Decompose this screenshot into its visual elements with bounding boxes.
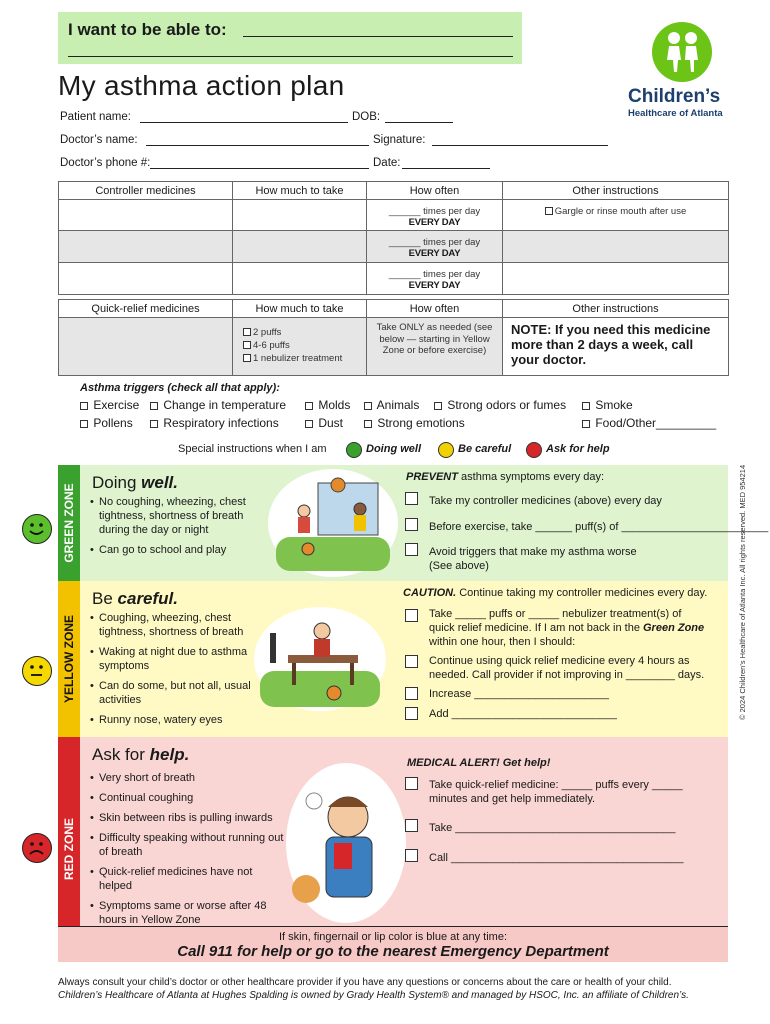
red-item-2: Take ____________________________________	[429, 822, 676, 834]
item-text: Take quick-relief medicine:	[429, 779, 559, 791]
yellow-zone-label: YELLOW ZONE	[62, 615, 76, 703]
goal-box	[58, 12, 522, 64]
how-often-cell: ______ times per day EVERY DAY	[367, 263, 503, 295]
trigger-exercise[interactable]	[80, 398, 139, 412]
every-day: EVERY DAY	[408, 280, 461, 291]
controller-header: Controller medicines	[59, 182, 233, 200]
yellow-checkbox-4[interactable]	[405, 707, 418, 720]
quick-med-cell[interactable]	[59, 318, 233, 376]
times-per-day: times per day	[423, 206, 481, 217]
signature-label: Signature:	[373, 134, 426, 146]
checkbox-icon[interactable]	[80, 402, 88, 410]
item-text: Avoid triggers that make my asthma worse	[429, 546, 637, 558]
kids-playing-illustration	[268, 469, 398, 577]
quick-how-often-text: Take ONLY as needed (see below — starting in Yellow Zone or before exercise)	[376, 322, 493, 356]
item-text: Continue using quick relief medicine every 4 hours as	[429, 655, 690, 667]
copyright-vertical: © 2024 Children’s Healthcare of Atlanta Inc. All rights reserved. MED 954214	[738, 464, 747, 720]
date-field[interactable]	[402, 168, 490, 169]
yellow-bullets	[90, 611, 260, 733]
sad-face-icon	[22, 833, 52, 863]
checkbox-icon[interactable]	[80, 420, 88, 428]
asthma-triggers	[58, 376, 728, 436]
caution-rest: Continue taking my controller medicines every day.	[459, 587, 708, 599]
item-text: nebulizer treatment(s) of	[562, 608, 682, 620]
trigger-smoke[interactable]	[582, 398, 633, 412]
child-on-bench-illustration	[254, 607, 386, 711]
checkbox-icon[interactable]	[434, 402, 442, 410]
checkbox-icon[interactable]	[305, 402, 313, 410]
prevent-heading	[406, 471, 604, 483]
checkbox-icon[interactable]	[305, 420, 313, 428]
goal-line-1[interactable]	[243, 36, 513, 37]
quick-amount-cell	[233, 318, 367, 376]
trigger-molds[interactable]	[305, 398, 350, 412]
green-checkbox-2[interactable]	[405, 518, 418, 531]
red-item-1: Take quick-relief medicine: _____ puffs every _____ minutes and get help immediately.	[429, 779, 683, 805]
checkbox-icon[interactable]	[582, 420, 590, 428]
yellow-item-1: Take _____ puffs or _____ nebulizer treatment(s) of quick relief medicine. If I am not back in the Green Zone within one hour, then I should:	[429, 608, 705, 648]
logo-name: Children’s	[628, 86, 721, 107]
other-instructions-header: Other instructions	[503, 300, 729, 318]
how-much-header: How much to take	[233, 182, 367, 200]
green-zone-title	[92, 473, 178, 493]
other-instr-cell[interactable]	[503, 263, 729, 295]
doing-well-legend: Doing well	[366, 443, 421, 455]
controller-amount-cell[interactable]	[233, 263, 367, 295]
quick-relief-header: Quick-relief medicines	[59, 300, 233, 318]
green-zone	[58, 465, 769, 581]
prevent-em: PREVENT	[406, 471, 458, 483]
table-row	[59, 318, 729, 376]
bullet: • Difficulty speaking without running out of breath	[90, 831, 285, 859]
trigger-label: Animals	[376, 398, 420, 412]
trigger-label: Smoke	[595, 398, 633, 412]
item-text: Before exercise, take	[429, 521, 533, 533]
quick-relief-table	[58, 299, 729, 376]
controller-medicines-table	[58, 181, 729, 295]
medical-alert-heading: MEDICAL ALERT! Get help!	[407, 757, 551, 769]
title-em: careful.	[117, 589, 179, 608]
emergency-condition: If skin, fingernail or lip color is blue at any time:	[278, 931, 508, 943]
doctors-name-field[interactable]	[146, 145, 369, 146]
item-text: puffs or	[488, 608, 526, 620]
patient-name-label: Patient name:	[60, 111, 131, 123]
trigger-label: Strong odors or fumes	[447, 398, 567, 412]
other-instructions-header: Other instructions	[503, 182, 729, 200]
goal-label: I want to be able to:	[68, 20, 227, 39]
yellow-dot-icon	[438, 442, 454, 458]
checkbox-icon[interactable]	[243, 328, 251, 336]
yellow-item-4: Add ___________________________	[429, 708, 617, 720]
child-distress-illustration	[286, 763, 406, 923]
checkbox-icon[interactable]	[243, 354, 251, 362]
doctors-name-label: Doctor’s name:	[60, 134, 138, 146]
checkbox-icon[interactable]	[364, 402, 372, 410]
bullet: • No coughing, wheezing, chest tightness, shortness of breath during the day or night	[90, 495, 260, 537]
item-text: minutes and get help immediately.	[429, 793, 596, 805]
title-pre: Be	[92, 589, 113, 608]
table-row	[59, 263, 729, 295]
item-text: Take	[429, 608, 453, 620]
amount-4-6-puffs: 4-6 puffs	[253, 340, 290, 351]
controller-med-cell[interactable]	[59, 263, 233, 295]
logo-subtitle: Healthcare of Atlanta	[628, 108, 723, 119]
controller-amount-cell[interactable]	[233, 200, 367, 231]
trigger-label: Strong emotions	[377, 416, 465, 430]
green-bullets	[90, 495, 260, 563]
controller-amount-cell[interactable]	[233, 231, 367, 263]
bullet: • Continual coughing	[90, 791, 285, 805]
item-text: days.	[677, 669, 705, 681]
triggers-heading: Asthma triggers (check all that apply):	[80, 382, 280, 394]
trigger-label: Change in temperature	[163, 398, 287, 412]
red-checkbox-2[interactable]	[405, 819, 418, 832]
trigger-food-other[interactable]: Food/Other_________	[582, 416, 716, 430]
title-em: help.	[149, 745, 190, 764]
red-bullets	[90, 771, 285, 933]
red-item-3: Call ______________________________________	[429, 852, 684, 864]
emergency-action: Call 911 for help or go to the nearest Emergency Department	[177, 943, 609, 960]
checkbox-icon[interactable]	[545, 207, 553, 215]
every-day: EVERY DAY	[408, 248, 461, 259]
date-label: Date:	[373, 157, 401, 169]
trigger-label: Pollens	[93, 416, 133, 430]
controller-med-cell[interactable]	[59, 231, 233, 263]
doctors-phone-field[interactable]	[150, 168, 369, 169]
bullet: • Waking at night due to asthma symptoms	[90, 645, 260, 673]
table-row	[59, 200, 729, 231]
item-text: (See above)	[429, 560, 489, 572]
checkbox-icon[interactable]	[582, 402, 590, 410]
how-often-header: How often	[367, 300, 503, 318]
trigger-label: Respiratory infections	[163, 416, 279, 430]
bullet: • Symptoms same or worse after 48 hours in Yellow Zone	[90, 899, 285, 927]
item-text: Green Zone	[643, 622, 705, 634]
title-em: well.	[141, 473, 179, 492]
green-item-3	[429, 545, 637, 573]
yellow-item-3: Increase ______________________	[429, 688, 609, 700]
item-text: within one hour, then I should:	[429, 636, 576, 648]
footer	[58, 976, 689, 1002]
trigger-pollens[interactable]	[80, 416, 133, 430]
controller-med-cell[interactable]	[59, 200, 233, 231]
patient-name-field[interactable]	[140, 122, 348, 123]
gargle-text: Gargle or rinse mouth after use	[554, 206, 687, 217]
bullet: • Skin between ribs is pulling inwards	[90, 811, 285, 825]
how-much-header: How much to take	[233, 300, 367, 318]
amount-nebulizer: 1 nebulizer treatment	[253, 353, 343, 364]
bullet: • Very short of breath	[90, 771, 285, 785]
green-checkbox-1[interactable]	[405, 492, 418, 505]
yellow-checkbox-2[interactable]	[405, 655, 418, 668]
childrens-logo	[624, 22, 754, 122]
quick-note-text: NOTE: If you need this medicine more than 2 days a week, call your doctor.	[511, 322, 711, 367]
item-text: puffs every	[595, 779, 649, 791]
how-often-cell: ______ times per day EVERY DAY	[367, 231, 503, 263]
page-title: My asthma action plan	[58, 70, 345, 101]
green-zone-label: GREEN ZONE	[62, 483, 76, 563]
red-checkbox-3[interactable]	[405, 849, 418, 862]
ask-help-legend: Ask for help	[546, 443, 610, 455]
caution-heading	[403, 587, 707, 599]
yellow-zone	[58, 581, 728, 737]
bullet: • Can do some, but not all, usual activities	[90, 679, 260, 707]
be-careful-legend: Be careful	[458, 443, 512, 455]
emergency-banner	[58, 926, 728, 962]
item-text: Add	[429, 708, 449, 720]
yellow-zone-title	[92, 589, 178, 609]
dob-field[interactable]	[385, 122, 453, 123]
yellow-checkbox-3[interactable]	[405, 687, 418, 700]
trigger-label: Exercise	[93, 398, 140, 412]
dob-label: DOB:	[352, 111, 381, 123]
bullet: • Quick-relief medicines have not helped	[90, 865, 285, 893]
special-label: Special instructions when I am	[178, 443, 327, 455]
times-per-day: times per day	[423, 269, 481, 280]
red-checkbox-1[interactable]	[405, 777, 418, 790]
red-zone-label: RED ZONE	[62, 817, 76, 881]
green-checkbox-3[interactable]	[405, 543, 418, 556]
signature-field[interactable]	[432, 145, 608, 146]
goal-line-2[interactable]	[68, 56, 513, 57]
how-often-cell: ______ times per day EVERY DAY	[367, 200, 503, 231]
bullet: • Runny nose, watery eyes	[90, 713, 260, 727]
item-text: Call	[429, 852, 448, 864]
title-pre: Doing	[92, 473, 137, 492]
times-per-day: times per day	[423, 237, 481, 248]
checkbox-icon[interactable]	[150, 420, 158, 428]
red-dot-icon	[526, 442, 542, 458]
green-item-2: Before exercise, take ______ puff(s) of ________________________	[429, 521, 769, 533]
item-text: puff(s) of	[575, 521, 619, 533]
trigger-dust[interactable]	[305, 416, 343, 430]
item-text: quick relief medicine. If I am not back in the	[429, 622, 640, 634]
every-day: EVERY DAY	[408, 217, 461, 228]
table-row	[59, 231, 729, 263]
yellow-item-2: Continue using quick relief medicine every 4 hours as needed. Call provider if not improving in ________ days.	[429, 655, 705, 681]
gargle-cell[interactable]	[503, 200, 729, 231]
item-text: needed. Call provider if not improving in	[429, 669, 623, 681]
amount-2-puffs: 2 puffs	[253, 327, 282, 338]
checkbox-icon[interactable]	[364, 420, 372, 428]
checkbox-icon[interactable]	[243, 341, 251, 349]
trigger-emotions[interactable]	[364, 416, 465, 430]
trigger-odors[interactable]	[434, 398, 566, 412]
trigger-animals[interactable]	[364, 398, 419, 412]
yellow-zone-bar	[58, 581, 80, 737]
other-instr-cell[interactable]	[503, 231, 729, 263]
trigger-label: Food/Other	[595, 416, 657, 430]
trigger-infections[interactable]	[150, 416, 279, 430]
bullet: • Can go to school and play	[90, 543, 260, 557]
neutral-face-icon	[22, 656, 52, 686]
checkbox-icon[interactable]	[150, 402, 158, 410]
red-zone-title	[92, 745, 189, 765]
title-pre: Ask for	[92, 745, 145, 764]
quick-note-cell	[503, 318, 729, 376]
item-text: Increase	[429, 688, 472, 700]
item-text: Take	[429, 822, 453, 834]
trigger-label: Molds	[318, 398, 351, 412]
caution-em: CAUTION.	[403, 587, 457, 599]
green-dot-icon	[346, 442, 362, 458]
bullet: • Coughing, wheezing, chest tightness, shortness of breath	[90, 611, 260, 639]
footer-disclaimer: Always consult your child’s doctor or other healthcare provider if you have any questions or concerns about the care or health of your child.	[58, 977, 672, 988]
prevent-rest: asthma symptoms every day:	[461, 471, 605, 483]
kids-logo-icon	[652, 22, 712, 82]
quick-how-often-cell	[367, 318, 503, 376]
how-often-header: How often	[367, 182, 503, 200]
smiley-face-icon	[22, 514, 52, 544]
trigger-temperature[interactable]	[150, 398, 286, 412]
footer-ownership: Children’s Healthcare of Atlanta at Hughes Spalding is owned by Grady Health System® and managed by HSOC, Inc. an affiliate of Children’s.	[58, 990, 689, 1001]
trigger-label: Dust	[318, 416, 344, 430]
green-item-1: Take my controller medicines (above) every day	[429, 495, 662, 507]
yellow-checkbox-1[interactable]	[405, 609, 418, 622]
green-zone-bar	[58, 465, 80, 581]
doctors-phone-label: Doctor’s phone #:	[60, 157, 151, 169]
